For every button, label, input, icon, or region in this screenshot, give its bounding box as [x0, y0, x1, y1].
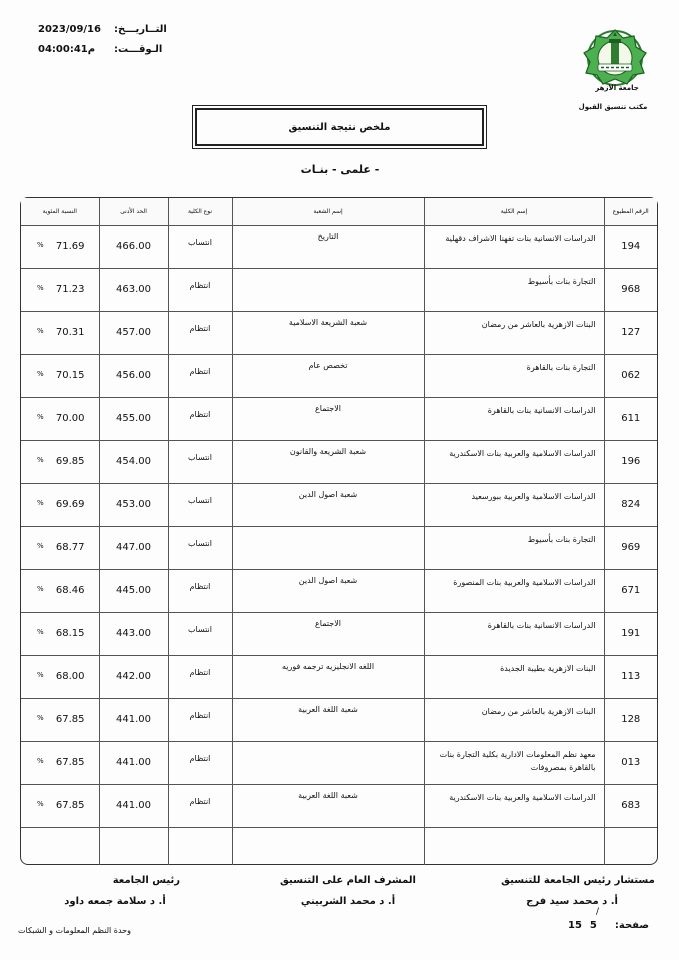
percent-value: 67.85: [55, 800, 85, 811]
cell-college: البنات الازهرية بطيبة الجديدة: [424, 655, 604, 698]
cell-code: 013: [604, 741, 657, 784]
cell-min-total: 443.00: [99, 612, 168, 655]
percent-value: 68.77: [55, 542, 85, 553]
cell-college: الدراسات الانسانية بنات تفهنا الاشراف دقهلية: [424, 225, 604, 268]
table-row: [21, 311, 657, 354]
cell-type: انتظام: [168, 655, 232, 698]
empty-cell: [604, 827, 657, 865]
cell-code: 127: [604, 311, 657, 354]
cell-min-total: 441.00: [99, 741, 168, 784]
cell-college: التجارة بنات بأسيوط: [424, 268, 604, 311]
cell-code: 671: [604, 569, 657, 612]
supervisor-signature: [268, 875, 428, 907]
percent-sign: %: [37, 628, 44, 636]
cell-branch: شعبة اللغة العربية: [232, 784, 424, 827]
cell-college: التجارة بنات بأسيوط: [424, 526, 604, 569]
empty-cell: [168, 827, 232, 865]
percent-sign: %: [37, 757, 44, 765]
cell-min-total: 447.00: [99, 526, 168, 569]
table-row: [21, 526, 657, 569]
report-title: ملخص نتيجة التنسيق: [195, 108, 484, 146]
percent-value: 69.85: [55, 456, 85, 467]
col-header-type: نوع الكلية: [168, 198, 232, 225]
cell-type: انتظام: [168, 784, 232, 827]
table-row: [21, 225, 657, 268]
cell-min-total: 441.00: [99, 698, 168, 741]
table-row: [21, 655, 657, 698]
cell-percent: [21, 526, 99, 569]
cell-code: 191: [604, 612, 657, 655]
cell-percent: [21, 440, 99, 483]
percent-value: 67.85: [55, 714, 85, 725]
cell-college: الدراسات الانسانية بنات بالقاهرة: [424, 397, 604, 440]
cell-branch: اللغه الانجليزيه ترجمه فوريه: [232, 655, 424, 698]
percent-value: 68.15: [55, 628, 85, 639]
empty-cell: [232, 827, 424, 865]
percent-sign: %: [37, 800, 44, 808]
empty-cell: [424, 827, 604, 865]
table-row: [21, 569, 657, 612]
cell-code: 062: [604, 354, 657, 397]
cell-type: انتساب: [168, 612, 232, 655]
table-row: [21, 397, 657, 440]
cell-branch: [232, 526, 424, 569]
cell-type: انتساب: [168, 225, 232, 268]
cell-min-total: 442.00: [99, 655, 168, 698]
cell-branch: شعبة الشريعة والقانون: [232, 440, 424, 483]
percent-sign: %: [37, 413, 44, 421]
cell-min-total: 453.00: [99, 483, 168, 526]
cell-branch: تخصص عام: [232, 354, 424, 397]
cell-branch: شعبة اصول الدين: [232, 569, 424, 612]
president-role: رئيس الجامعة: [112, 875, 180, 886]
cell-code: 194: [604, 225, 657, 268]
cell-type: انتظام: [168, 569, 232, 612]
cell-college: البنات الازهرية بالعاشر من رمضان: [424, 698, 604, 741]
cell-college: التجارة بنات بالقاهرة: [424, 354, 604, 397]
table-header-row: [21, 198, 657, 225]
cell-min-total: 457.00: [99, 311, 168, 354]
percent-sign: %: [37, 542, 44, 550]
cell-percent: [21, 655, 99, 698]
cell-code: 969: [604, 526, 657, 569]
cell-percent: [21, 225, 99, 268]
cell-min-total: 454.00: [99, 440, 168, 483]
cell-type: انتساب: [168, 526, 232, 569]
cell-percent: [21, 741, 99, 784]
empty-cell: [99, 827, 168, 865]
cell-min-total: 455.00: [99, 397, 168, 440]
table-row: [21, 268, 657, 311]
percent-value: 68.00: [55, 671, 85, 682]
date-time-block: [38, 20, 167, 60]
percent-value: 70.00: [55, 413, 85, 424]
percent-value: 67.85: [55, 757, 85, 768]
advisor-name: أ. د محمد سيد فرج: [526, 896, 618, 907]
cell-percent: [21, 397, 99, 440]
university-name: جامعة الأزهر: [595, 84, 639, 92]
cell-type: انتظام: [168, 741, 232, 784]
advisor-signature: [498, 875, 658, 907]
supervisor-name: أ. د محمد الشربيني: [300, 896, 396, 907]
cell-branch: شعبة الشريعة الاسلامية: [232, 311, 424, 354]
table-row: [21, 483, 657, 526]
cell-percent: [21, 698, 99, 741]
cell-code: 196: [604, 440, 657, 483]
percent-value: 71.69: [55, 241, 85, 252]
cell-percent: [21, 784, 99, 827]
col-header-min-total: الحد الأدنى: [99, 198, 168, 225]
table-row: [21, 741, 657, 784]
cell-type: انتساب: [168, 483, 232, 526]
cell-percent: [21, 354, 99, 397]
supervisor-role: المشرف العام على التنسيق: [280, 875, 416, 886]
results-table: [21, 198, 657, 865]
cell-college: الدراسات الانسانية بنات بالقاهرة: [424, 612, 604, 655]
cell-code: 611: [604, 397, 657, 440]
page-label: صفحة:: [614, 920, 650, 931]
table-body: [21, 225, 657, 865]
cell-min-total: 441.00: [99, 784, 168, 827]
cell-type: انتظام: [168, 698, 232, 741]
office-name: مكتب تنسيق القبول: [578, 103, 648, 111]
percent-sign: %: [37, 241, 44, 249]
cell-college: الدراسات الاسلامية والعربية ببورسعيد: [424, 483, 604, 526]
percent-sign: %: [37, 284, 44, 292]
cell-code: 824: [604, 483, 657, 526]
cell-college: الدراسات الاسلامية والعربية بنات الاسكندرية: [424, 440, 604, 483]
cell-min-total: 463.00: [99, 268, 168, 311]
time-label: الـوقـــت:: [114, 44, 163, 55]
percent-sign: %: [37, 714, 44, 722]
cell-college: الدراسات الاسلامية والعربية بنات الاسكندرية: [424, 784, 604, 827]
cell-percent: [21, 569, 99, 612]
cell-type: انتظام: [168, 268, 232, 311]
table-row: [21, 784, 657, 827]
percent-sign: %: [37, 327, 44, 335]
cell-min-total: 466.00: [99, 225, 168, 268]
cell-branch: الاجتماع: [232, 612, 424, 655]
cell-branch: التاريخ: [232, 225, 424, 268]
percent-sign: %: [37, 370, 44, 378]
cell-code: 968: [604, 268, 657, 311]
cell-type: انتساب: [168, 440, 232, 483]
cell-branch: [232, 741, 424, 784]
table-row: [21, 612, 657, 655]
table-row: [21, 440, 657, 483]
percent-value: 70.31: [55, 327, 85, 338]
cell-code: 128: [604, 698, 657, 741]
table-row: [21, 698, 657, 741]
col-header-code: الرقم المطبوع: [604, 198, 657, 225]
date-value: 2023/09/16: [38, 24, 101, 35]
cell-type: انتظام: [168, 397, 232, 440]
col-header-percent: النسبة المئوية: [21, 198, 99, 225]
cell-min-total: 456.00: [99, 354, 168, 397]
page-separator: /: [596, 907, 600, 917]
president-name: أ. د سلامة جمعه داود: [64, 896, 166, 907]
col-header-college: إسم الكلية: [424, 198, 604, 225]
percent-value: 68.46: [55, 585, 85, 596]
page-current: 5: [589, 920, 597, 931]
col-header-branch: إسم الشعبة: [232, 198, 424, 225]
cell-code: 113: [604, 655, 657, 698]
cell-percent: [21, 612, 99, 655]
cell-min-total: 445.00: [99, 569, 168, 612]
date-label: التــاريـــخ:: [114, 24, 167, 35]
cell-branch: [232, 268, 424, 311]
table-row: [21, 354, 657, 397]
cell-branch: شعبة اللغة العربية: [232, 698, 424, 741]
empty-cell: [21, 827, 99, 865]
president-signature: [50, 875, 180, 907]
cell-type: انتظام: [168, 354, 232, 397]
cell-college: معهد نظم المعلومات الادارية بكلية التجارة بنات بالقاهرة بمصروفات: [424, 741, 604, 784]
table-spacer-row: [21, 827, 657, 865]
unit-name: وحدة النظم المعلومات و الشبكات: [18, 926, 131, 935]
cell-type: انتظام: [168, 311, 232, 354]
advisor-role: مستشار رئيس الجامعة للتنسيق: [501, 875, 655, 886]
cell-percent: [21, 483, 99, 526]
percent-sign: %: [37, 499, 44, 507]
page-number: [568, 920, 649, 931]
cell-percent: [21, 311, 99, 354]
cell-branch: الاجتماع: [232, 397, 424, 440]
cell-branch: شعبة اصول الدين: [232, 483, 424, 526]
percent-value: 71.23: [55, 284, 85, 295]
percent-sign: %: [37, 456, 44, 464]
page-total: 15: [568, 920, 582, 931]
percent-value: 69.69: [55, 499, 85, 510]
percent-sign: %: [37, 671, 44, 679]
report-subtitle: - علمى - بنـات: [300, 163, 380, 176]
percent-sign: %: [37, 585, 44, 593]
cell-college: الدراسات الاسلامية والعربية بنات المنصورة: [424, 569, 604, 612]
cell-percent: [21, 268, 99, 311]
time-value: 04:00:41م: [38, 44, 96, 55]
cell-college: البنات الازهرية بالعاشر من رمضان: [424, 311, 604, 354]
university-logo-icon: [580, 26, 650, 88]
percent-value: 70.15: [55, 370, 85, 381]
cell-code: 683: [604, 784, 657, 827]
